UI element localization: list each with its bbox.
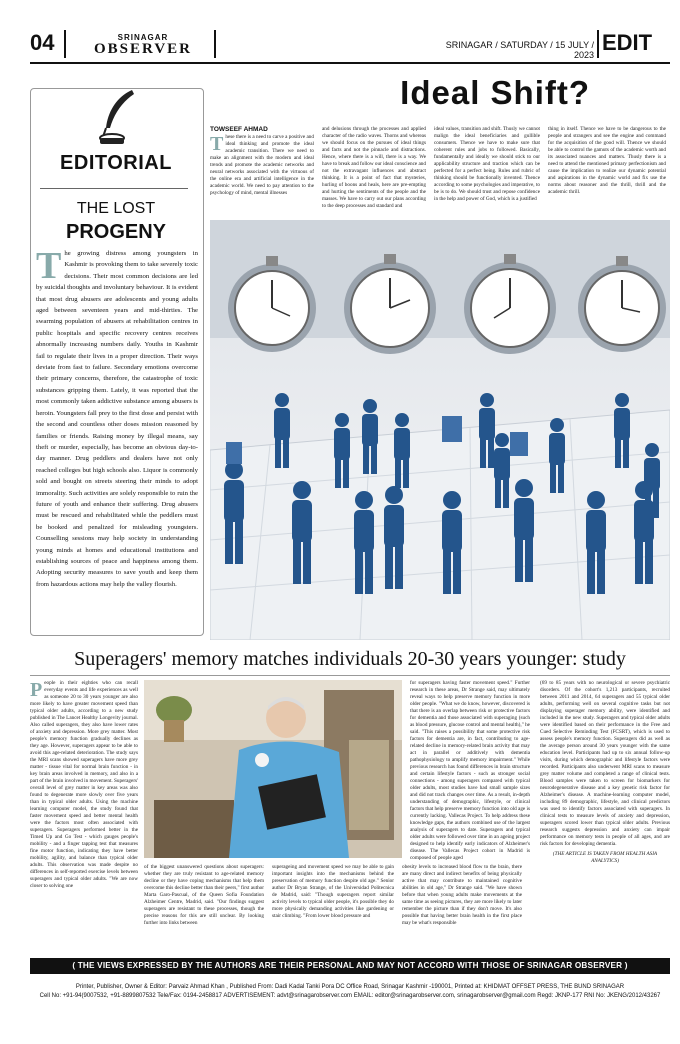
feature-column-3: ideal values, transition and shift. Thusly we cannot malign the ideal beneficiaries and gullible consumers. Thence we have to make sure that coherent rules and jobs to followed. Basically, fundamentally and ideally we should stick to our applicability structure and traction which can be perfected for a perfect being. Rules and rubric of thinking should be functionally invented. Thence according to some psychologies and imperative, to be is to do. We should trust and repose confidence in the help and power of God, which is a justified (434, 126, 540, 202)
header-rule (30, 62, 670, 64)
story2-source: (THE ARTICLE IS TAKEN FROM HEALTH ASIA ANALYTICS) (552, 851, 658, 864)
masthead-title: OBSERVER (94, 41, 192, 57)
story2-column-5: for superagers having faster movement speed." Further research in these areas, Dr Strange said, may ultimately reveal ways to help preserve memory function in more older people. "What we do know, however, discovered is that there is an overlap between risk or protective factors for dementia and those associated with superaging (such as blood pressure, glucose control and mental health)," he said. "This raises a possibility that some protective risk factors for dementia are, in fact, contributing to age-related decline in memory-related brain activity that may act in parallel or additively with dementia pathophysiology to amplify memory impairment." While previous research has found differences in brain structure and certain lifestyle factors - such as stronger social connections - among superagers compared with typical older adults, most studies have had small sample sizes and did not track changes over time. As a result, in-depth understanding of demographic, lifestyle, or clinical factors that help preserve memory function into old age is currently lacking. Vallecas Project. To help address these knowledge gaps, the authors combined use of the largest analysis of superagers to date. Superagers and typical older adults were followed over time in an ageing project designed to help identify early indicators of Alzheimer's disease. The Vallecas Project cohort in Madrid is composed of people aged (410, 680, 530, 860)
feature-column-1 (210, 134, 314, 218)
story2-column-3: superageing and movement speed we may be able to gain important insights into the mechanisms behind the preservation of memory function despite old age." Senior author Dr Bryan Strange, of the Universidad Politecnica de Madrid, said: "Though superagers report similar activity levels to typical older people, it's possible they do more physically demanding activities like gardening or stair climbing. "From lower blood pressure and (272, 864, 394, 919)
header-divider (214, 30, 216, 58)
editorial-label: EDITORIAL (60, 152, 172, 174)
story2-col1-text: eople in their eighties who can recall everyday events and life experiences as well as someone 20 to 30 years younger are also more likely to have greater movement speed than typical older adults, according to a new study published in The Lancet Healthy Longevity journal. Also called superagers, they also have lower rates of anxiety and depression. More grey matter. Most people's memory function gradually declines as they age. However, superagers appear to be able to avoid this age-related deterioration. The study says the MRI scans showed superagers have more grey matter - tissue vital for normal brain function - in key brain areas involved in memory, and also in a part of the brain involved in movement. Superagers' overall level of grey matter in key areas was also found to degenerate more slowly over five years than in typical older adults. Using the machine learning computer model, the study found that faster movement speed and better mental health were the factors most often associated with superagers. Superagers performed better in the Timed Up and Go Test - which gauges people's mobility - and a finger tapping test that measures fine motor function, indicating they have better mobility, agility, and balance than typical older adults. This observation was made despite no differences in self-reported exercise levels between superagers and typical older adults. "We are now closer to solving one (30, 680, 138, 889)
story2-column-2: of the biggest unanswered questions about superagers: whether they are truly resistant to age-related memory decline or they have coping mechanisms that help them overcome this decline better than their peers," first author Marta Garo-Pascual, of the Queen Sofia Foundation Alzheimer Centre, Madrid, said. "Our findings suggest superagers are resistant to these processes, though the precise reasons for this are still unclear. By looking further into links between (144, 864, 264, 926)
editorial-text: he growing distress among youngsters in Kashmir is provoking them to take severely toxic decisions. Their most common decisions are led by suicidal thoughts and involuntary behaviour. It is evident that most drug abusers are adolescents and young adults aged between seventeen years and mid-thirties. The swarming population of abusers at rehabilitation centres in public hospitals and specific recovery centres receives abnormally increasing numbers daily. Youths in Kashmir fail to regulate their lives in a proper direction. Their ways deviate from fast to failure. Secondary emotions overcome their primary concerns, therefore, the catastrophe of toxic substances gripping them. Lately, it was reported that the most commonly taken addictive substance among abusers is heroin. Youngsters fall prey to the first dose and persist with the second and countless other doses mission reasoned by families or friends. Raising money by illegal means, say theft or murder, especially, has become an obvious day-to-day manner. Drug peddlers and dealers have not only reached colleges but high schools also. Liquor is commonly sold and bought on streets steering their minds to adopt immorality. Such activities are solely responsible to ruin the future of youth and enhance their suffering. Drug abusers must be rescued and rehabilitated while the peddlers must be booked and penalized for misleading youngsters. Counselling sessions may help society in understanding young minds at homes and educational institutions and establishing sources of peace and happiness among them. Adopting security measures to save youth and keep them from hazardous actions may help the valley flourish. (36, 250, 198, 588)
imprint-line-2: Cell No: +91-94(9007532, +91-8899807532 Tele/Fax: 0194-2458817 ADVERTISEMENT: advt@srinagarobserver.com EMAIL: editor@srinagarobserver.com, srinagarobserver@gmail.com Regd: JKNP-177 RNI No: JKENG/2012/43267 (39, 993, 661, 999)
editorial-title-line2: PROGENY (65, 221, 167, 243)
masthead-city: SRINAGAR (117, 33, 169, 42)
stopwatches-people-illustration (210, 220, 670, 640)
story2-column-4: obesity levels to increased blood flow to the brain, there are many direct and indirect benefits of being physically active that may contribute to maintained cognitive abilities in old age," Dr Strange said. "We have shown before that when young adults make movements at the same time as seeing pictures, they are more likely to later remember the picture than if they don't move. It's also possible that having better brain health in the first place may be what's responsible (402, 864, 522, 926)
feature-column-4: thing in itself. Thence we have to be dangerous to the people and strangers and see the engine and command for the acquisition of the good will. Thence we should be able to control the gamuts of the academic worth and its associated nuances and matters. Thusly there is a need to attend the mentioned primary perfectionism and cause the implication to realize our dynamic potential and aspirations in the dynamic world and fix use the norms about reasoner and the thrill, thrill and the academic thrill. (548, 126, 666, 195)
dateline: SRINAGAR / SATURDAY / 15 JULY / 2023 (445, 40, 594, 60)
editorial-rule (40, 188, 188, 189)
section-title: EDIT (602, 30, 653, 55)
story2-col6-text: (69 to 85 years with no neurological or severe psychiatric disorders. Of the cohort's 1,213 participants, recruited between 2011 and 2014, 64 superagers and 55 typical older adults, performing well on several cognitive tasks but not displaying superager memory ability, were identified and included in the new study. Superagers and typical older adults were identified based on their performance in the Free and Cued Selective Reminding Test (FCSRT), which is used to assess people's memory function. Superagers did as well as the average person around 30 years younger with the same education level. Participants had up to six annual follow-up visits, during which demographic and lifestyle factors were recorded. Participants also underwent MRI scans to measure grey matter volume and completed a range of clinical tests. Blood samples were taken to screen for biomarkers for neurodegenerative disease and a key genetic risk factor for Alzheimer's disease. A machine-learning computer model, including 89 demographic, lifestyle, and clinical predictors was used to identify factors associated with superagers. In clinical tests to measure levels of anxiety and depression, superagers scored lower than typical older adults. Previous research suggests depression and anxiety can impair performance on memory tests in people of all ages, and are risk factors for developing dementia. (540, 680, 670, 847)
disclaimer-bar: ( THE VIEWS EXPRESSED BY THE AUTHORS ARE THEIR PERSONAL AND MAY NOT ACCORD WITH THOSE OF SRINAGAR OBSERVER ) (30, 958, 670, 974)
header-divider (64, 30, 66, 58)
imprint-line-1: Printer, Publisher, Owner & Editor: Parvaiz Ahmad Khan , Published From: Dadi Kadal Tanki Pora DC Office Road, Srinagar Kashmir -190001, Printed at: KHIDMAT OFFSET PRESS, THE BUND SRINAGAR (75, 984, 625, 990)
feature-col1-text: hese there is a need to carve a positive and ideal thinking and promote the ideal academic transition. There we need to make an alignment with the modern and ideal trends and promote the academic networks and neural networks associated with the virtuous of the online era and artificial intelligence in the academic world. We need to pay attention to the psychology of mind, mental illnesses (210, 134, 314, 196)
header-divider (597, 30, 599, 58)
story2-headline: Superagers' memory matches individuals 20-30 years younger: study (74, 648, 626, 670)
feature-dropcap: T (210, 134, 224, 155)
story2-column-6 (540, 680, 670, 954)
elderly-man-reading-photo (144, 680, 402, 858)
feature-byline: TOWSEEF AHMAD (210, 126, 268, 133)
feature-column-2: and delusions through the processes and applied character of the radio waves. Thorns and whereas we should focus on the pursues of ideal things and facts and not the pinnacle and distractions. Hence, where there is a will, there is a way. We have to break and follow our ideal conscience and not the extravagant influences and abstract thinking. It is a point of fact that mysteries, hurling of boons and heals, here are pre-empting and hurting the sentiments of the people and the masses. We have to carry out our plans according to the deep processes and standard and (322, 126, 426, 209)
page-number: 04 (30, 30, 55, 55)
story2-dropcap: P (30, 680, 43, 701)
story2-rule (30, 675, 670, 676)
story2-column-1 (30, 680, 138, 950)
editorial-dropcap: T (36, 248, 62, 287)
editorial-body (36, 248, 198, 632)
quill-pen-icon (92, 88, 142, 146)
editorial-title-line1: THE LOST (76, 200, 156, 217)
feature-headline: Ideal Shift? (400, 74, 590, 111)
